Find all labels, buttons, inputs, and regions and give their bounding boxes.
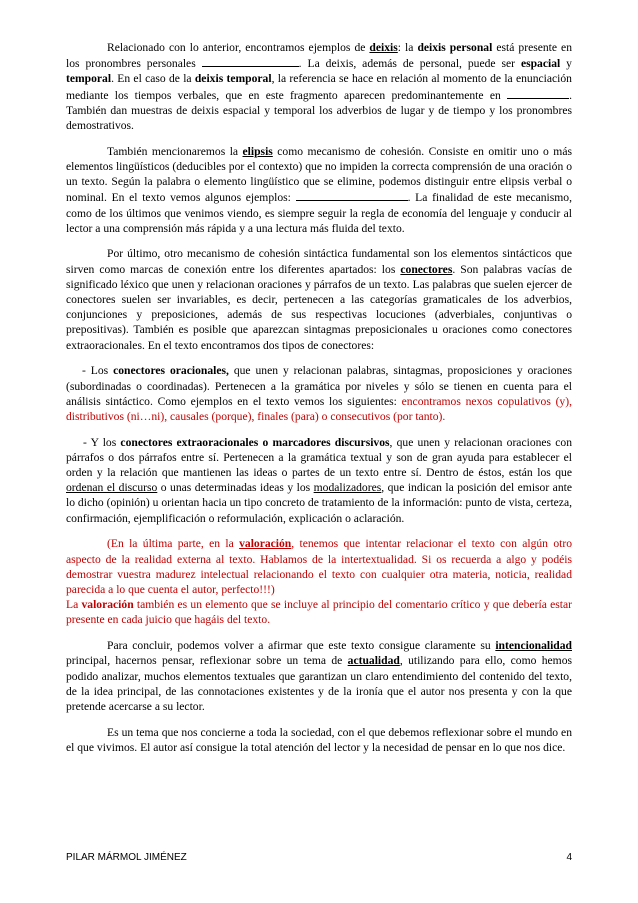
term-conectores: conectores [400, 262, 453, 276]
term-deixis: deixis [369, 41, 398, 54]
valoracion-note [66, 536, 572, 627]
term-ordenan-discurso: ordenan el discurso [66, 481, 158, 495]
term-deixis-temporal: deixis temporal [194, 72, 272, 86]
paragraph-elipsis [66, 144, 572, 236]
text: (En la última parte, en la [107, 537, 240, 551]
text: : la [397, 41, 418, 54]
term-intencionalidad: intencionalidad [495, 639, 572, 653]
text: La [66, 598, 82, 612]
blank-line [202, 55, 299, 67]
text: . También dan muestras de deixis espacial y temporal los adverbios de lugar y de tiempo y los pronombres demostrativos. [66, 88, 572, 133]
page-number: 4 [566, 852, 572, 863]
text: como mecanismo de cohesión. Consiste en omitir uno o más elementos lingüísticos (deducibles por el contexto) que no impiden la correcta comprensión de una oración o un texto. Según la palabra o elemento lingüístico que se elimine, podemos distinguir entre elipsis verbal o nominal. En el texto vemos algunos ejemplos: [66, 144, 572, 205]
term-conectores-oracionales: conectores oracionales, [113, 364, 229, 378]
paragraph-conclusion [66, 638, 572, 714]
term-marcadores-discursivos: conectores extraoracionales o marcadores discursivos [120, 435, 390, 449]
text: . En el caso de la [111, 72, 195, 86]
text: Relacionado con lo anterior, encontramos ejemplos de [107, 41, 370, 54]
text: está presente en los pronombres personales [66, 41, 573, 71]
text: , la referencia se hace en relación al momento de la enunciación mediante los tiempos verbales, que en este fragmento aparecen predominantemente en [66, 72, 572, 102]
term-valoracion: valoración [239, 537, 292, 551]
text: , tenemos que intentar relacionar el texto con algún otro aspecto de la realidad externa al texto. Hablamos de la intertextualidad. Si os recuerda a algo y podéis demostrar vuestra madurez intelectual relacionando el texto con cualquier otra materia, noticia, realidad parecida a lo que cuenta el autor, perfecto!!!) [66, 537, 572, 596]
page-footer [66, 852, 572, 866]
paragraph-deixis [66, 40, 572, 133]
text: principal, hacernos pensar, reflexionar sobre un tema de [66, 654, 348, 668]
blank-line [296, 189, 408, 201]
document-page [66, 40, 572, 766]
text: Por último, otro mecanismo de cohesión sintáctica fundamental son los elementos sintácticos que sirven como marcas de conexión entre los diferentes apartados: los [66, 247, 572, 276]
term-espacial: espacial [520, 57, 561, 71]
paragraph-valoracion-line [66, 597, 572, 627]
paragraph-conectores-oracionales [66, 363, 572, 424]
text: Para concluir, podemos volver a afirmar que este texto consigue claramente su [107, 639, 496, 653]
red-examples: encontramos nexos copulativos (y), distributivos (ni…ni), causales (porque), finales (para) o consecutivos (por tanto). [66, 394, 572, 423]
text: , que unen y relacionan oraciones con párrafos o dos párrafos entre sí. Pertenecen a la gramática textual y son de gran ayuda para establecer el orden y la relación que mantienen las ideas o partes de un texto entre sí. Dentro de éstos, están los que [66, 435, 572, 480]
text: - Y los [83, 435, 121, 449]
term-modalizadores: modalizadores [313, 481, 382, 495]
text: , que indican la posición del emisor ante lo dicho (opinión) u orientan hacia un tipo concreto de tratamiento de la información: punto de vista, certeza, confirmación, ejemplificación o reformulación, explicación o aclaración. [66, 481, 572, 525]
paragraph-conectores-extraoracionales [66, 435, 572, 526]
term-deixis-personal: deixis personal [417, 41, 493, 54]
term-actualidad: actualidad [347, 654, 400, 668]
text: también es un elemento que se incluye al principio del comentario crítico y que debería estar presente en cada juicio que hagáis del texto. [66, 598, 572, 627]
footer-author: PILAR MÁRMOL JIMÉNEZ [66, 852, 187, 863]
paragraph-final [66, 725, 572, 755]
paragraph-valoracion-note [66, 536, 572, 597]
text: - Los [82, 364, 114, 378]
term-elipsis: elipsis [242, 144, 273, 158]
text: . Son palabras vacías de significado léxico que unen y relacionan oraciones y párrafos de un texto. Las palabras que suelen ejercer de conectores suelen ser invariables, es decir, pertenecen a las categorías gramaticales de los adverbios, conjunciones y preposiciones, además de sus respectivas locuciones (adverbiales, conjuntivas o prepositivas). También es posible que aparezcan sintagmas preposicionales u oraciones como conectores extraoracionales. En el texto encontramos dos tipos de conectores: [66, 262, 572, 352]
text: que unen y relacionan palabras, sintagmas, proposiciones y oraciones (subordinadas o coordinadas). Pertenecen a la gramática por niveles y sólo se tienen en cuenta para el análisis sintáctico. Como ejemplos en el texto vemos los siguientes: [66, 364, 572, 408]
text: . La finalidad de este mecanismo, como de los últimos que venimos viendo, es siempre seguir la regla de economía del lenguaje y conducir al lector a una comprensión más rápida y a una lectura más fluida del texto. [66, 191, 572, 235]
text: . La deixis, además de personal, puede ser [298, 57, 521, 71]
text: Es un tema que nos concierne a toda la sociedad, con el que debemos reflexionar sobre el mundo en el que vivimos. El autor así consigue la total atención del lector y la necesidad de pensar en lo que nos dice. [66, 725, 572, 754]
paragraph-conectores [66, 246, 572, 352]
term-valoracion: valoración [81, 598, 134, 612]
text: , utilizando para ello, como hemos podido analizar, muchos elementos textuales que garantizan un claro entendimiento del contenido del texto, de la idea principal, de las connotaciones existentes y de la ironía que el autor nos presenta y con la que pretende acercarse a su lector. [66, 654, 573, 713]
blank-line [507, 87, 569, 99]
text: También mencionaremos la [107, 144, 243, 158]
text: o unas determinadas ideas y los [157, 481, 314, 495]
term-temporal: temporal [66, 72, 112, 86]
text: y [560, 57, 572, 71]
